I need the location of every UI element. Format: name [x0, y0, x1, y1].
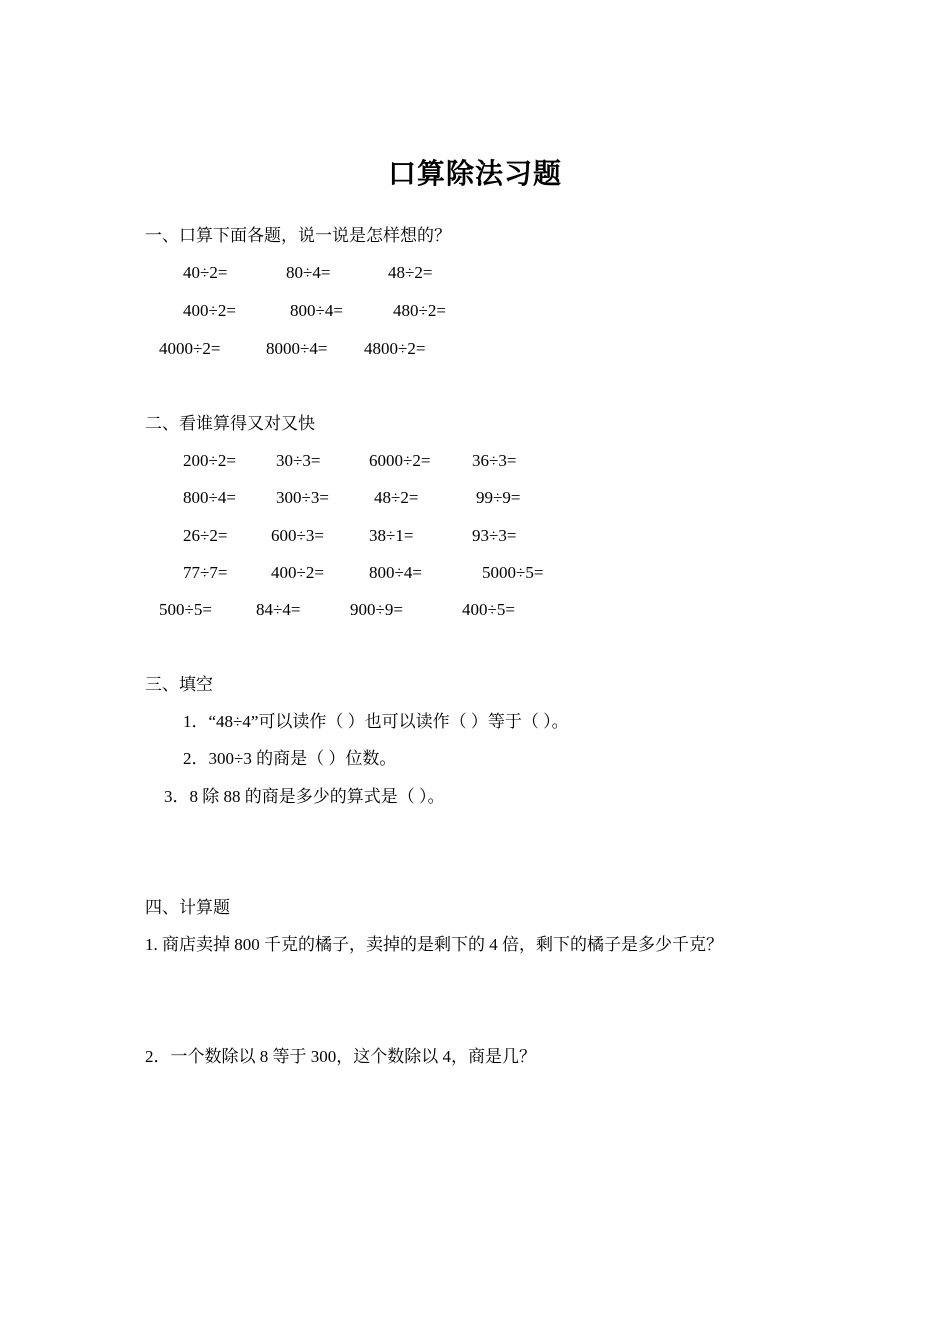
fill-in-item: 3．8 除 88 的商是多少的算式是（ ）。 [164, 787, 445, 806]
exercise: 48÷2= [374, 488, 419, 507]
exercise: 30÷3= [276, 451, 321, 470]
exercise: 500÷5= [159, 600, 212, 619]
fill-in-item: 2．300÷3 的商是（ ）位数。 [183, 749, 397, 768]
exercise: 77÷7= [183, 563, 228, 582]
exercise: 800÷4= [369, 563, 422, 582]
exercise: 900÷9= [350, 600, 403, 619]
word-problem: 1. 商店卖掉 800 千克的橘子，卖掉的是剩下的 4 倍，剩下的橘子是多少千克？ [145, 935, 723, 954]
exercise: 4000÷2= [159, 339, 221, 358]
fill-in-item: 1．“48÷4”可以读作（ ）也可以读作（ ）等于（ ）。 [183, 712, 569, 731]
exercise: 300÷3= [276, 488, 329, 507]
exercise: 4800÷2= [364, 339, 426, 358]
section3-heading: 三、填空 [145, 675, 213, 694]
exercise: 800÷4= [183, 488, 236, 507]
exercise: 400÷5= [462, 600, 515, 619]
exercise: 6000÷2= [369, 451, 431, 470]
exercise: 480÷2= [393, 301, 446, 320]
exercise: 600÷3= [271, 526, 324, 545]
exercise: 84÷4= [256, 600, 301, 619]
exercise: 99÷9= [476, 488, 521, 507]
exercise: 5000÷5= [482, 563, 544, 582]
exercise: 93÷3= [472, 526, 517, 545]
exercise: 200÷2= [183, 451, 236, 470]
word-problem: 2．一个数除以 8 等于 300，这个数除以 4，商是几？ [145, 1047, 536, 1066]
exercise: 48÷2= [388, 263, 433, 282]
exercise: 36÷3= [472, 451, 517, 470]
section4-heading: 四、计算题 [145, 898, 230, 917]
section1-heading: 一、口算下面各题，说一说是怎样想的？ [145, 226, 451, 245]
exercise: 26÷2= [183, 526, 228, 545]
exercise: 40÷2= [183, 263, 228, 282]
page-title: 口算除法习题 [387, 159, 562, 190]
exercise: 38÷1= [369, 526, 414, 545]
exercise: 400÷2= [183, 301, 236, 320]
exercise: 800÷4= [290, 301, 343, 320]
section2-heading: 二、看谁算得又对又快 [145, 414, 315, 433]
exercise: 80÷4= [286, 263, 331, 282]
exercise: 400÷2= [271, 563, 324, 582]
exercise: 8000÷4= [266, 339, 328, 358]
